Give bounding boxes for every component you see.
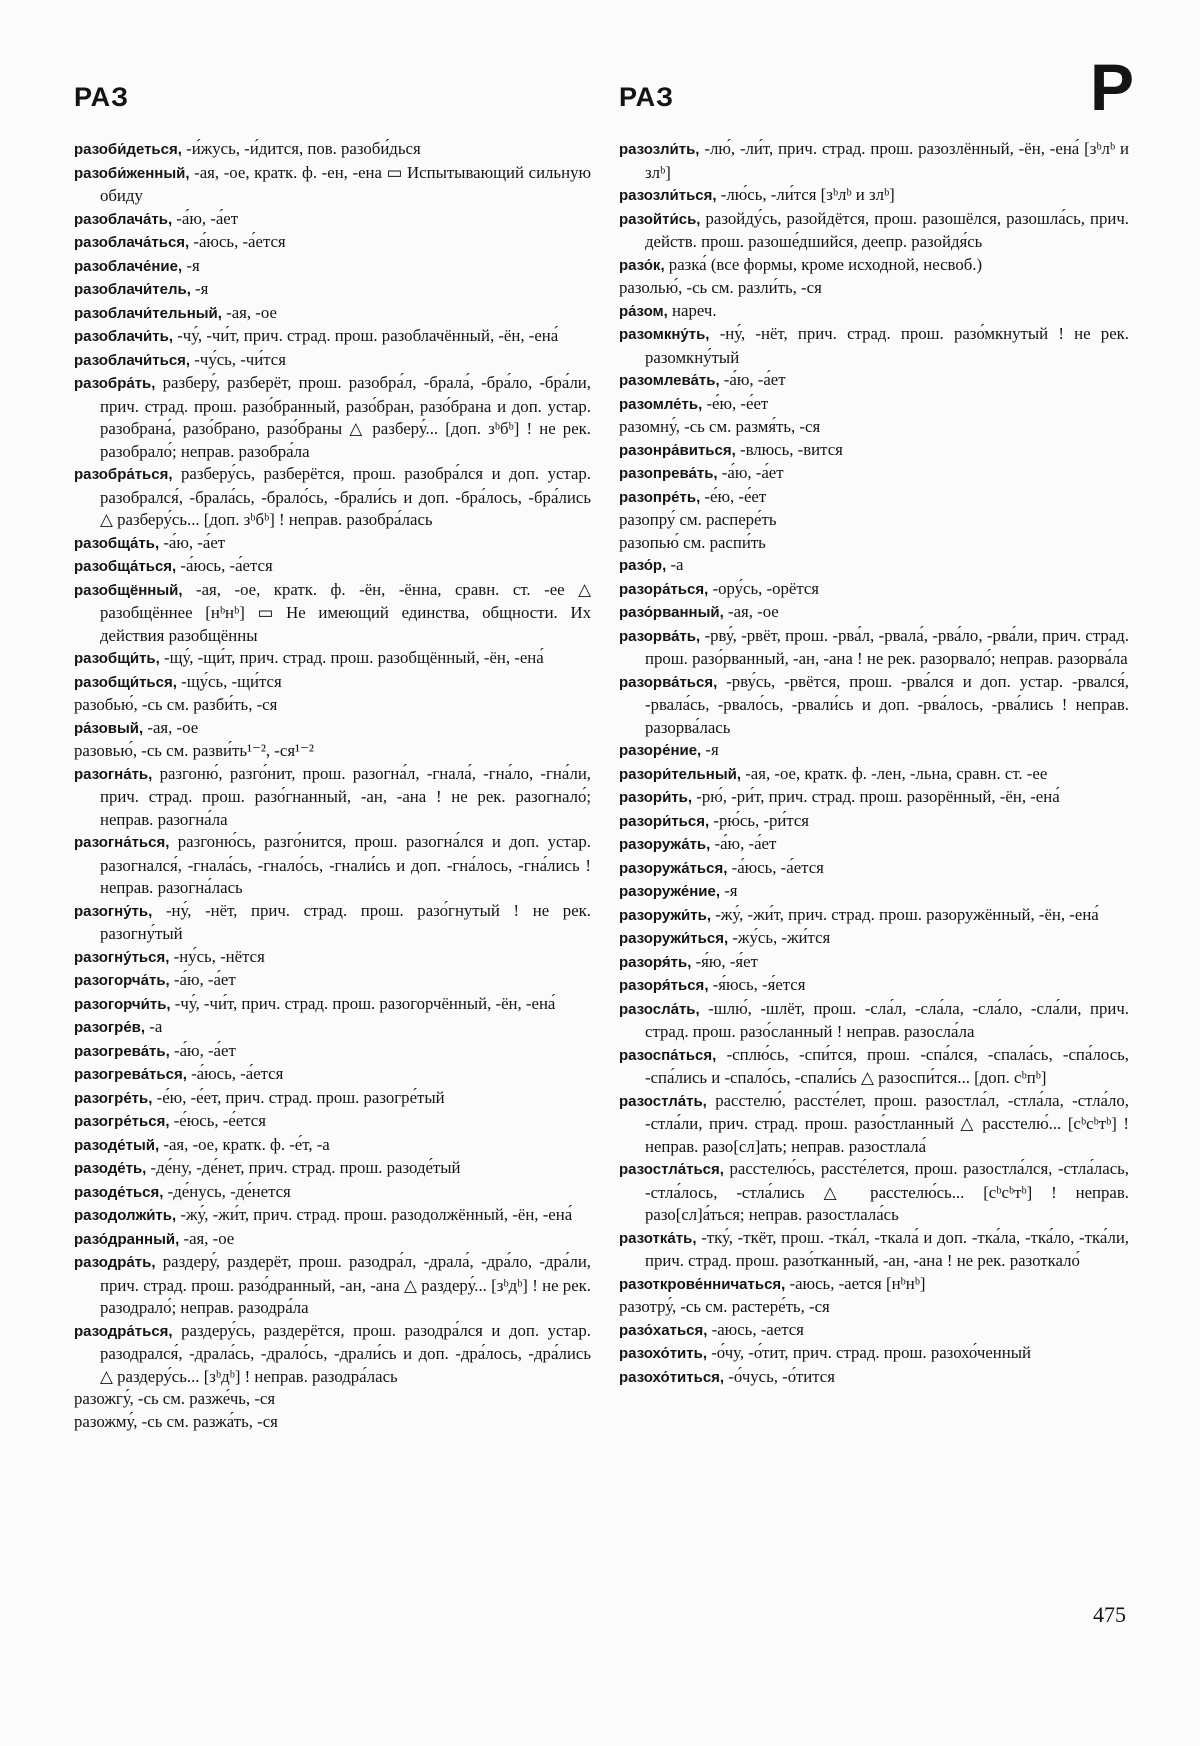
entry-headword: разогре́ть, <box>74 1089 153 1107</box>
dictionary-entry <box>74 1157 591 1181</box>
entry-headword: разогна́ться, <box>74 834 170 851</box>
entry-headword: разоре́ние, <box>619 742 702 759</box>
dictionary-entry <box>619 509 1129 532</box>
entry-body: -е́юсь, -е́ется <box>169 1111 266 1130</box>
dictionary-entry <box>74 1063 591 1087</box>
entry-headword: разоблачи́ть, <box>74 328 173 345</box>
entry-body: разойду́сь, разойдётся, прош. разошёлся, разошла́сь, прич. действ. прош. разоше́дшийся, деепр. разойдя́сь <box>645 208 1129 251</box>
entry-body: -сплю́сь, -спи́тся, прош. -спа́лся, -спала́сь, -спа́лось, -спа́лись и -спало́сь, -спали́сь △ разоспи́тся... [доп. сᵇпᵇ] <box>645 1044 1129 1087</box>
entry-body: разолью́, -сь см. разли́ть, -ся <box>619 278 822 297</box>
entry-headword: разостла́ться, <box>619 1161 724 1178</box>
entry-headword: разопре́ть, <box>619 488 701 506</box>
entry-body: -ая, -ое, кратк. ф. -ён, -ённа, сравн. ст. -ее △ разобщённее [нᵇнᵇ] ▭ Не имеющий единства, общности. Их действия разобщённы <box>100 579 591 645</box>
entry-headword: разогрева́ться, <box>74 1066 187 1083</box>
dictionary-entry <box>619 786 1129 810</box>
entry-body: -рю́, -ри́т, прич. страд. прош. разорённый, -ён, -ена́ <box>692 787 1060 806</box>
entry-body: раздеру́, раздерёт, прош. разодра́л, -драла́, -дра́ло, -дра́ли, прич. страд. прош. разо́дранный, -ан, -ана △ раздеру́... [зᵇдᵇ] ! не рек. разодрало́; неправ. разодра́ла <box>100 1252 591 1317</box>
entry-body: -а́ю, -а́ет <box>159 532 226 552</box>
entry-headword: разорва́ться, <box>619 673 718 691</box>
page-number: 475 <box>1093 1602 1126 1627</box>
dictionary-entry <box>619 1044 1129 1090</box>
entry-headword: разогорча́ть, <box>74 972 170 989</box>
dictionary-entry <box>74 255 591 279</box>
entry-body: расстелю́сь, рассте́лется, прош. разостла́лся, -стла́лась, -стла́лось, -стла́лись △ расстелю́сь... [сᵇсᵇтᵇ] ! неправ. разо[сл]а́ться; неправ. разостлала́сь <box>645 1159 1129 1224</box>
entry-body: нареч. <box>667 300 717 320</box>
entry-headword: разотка́ть, <box>619 1229 697 1247</box>
dictionary-entry <box>619 254 1129 278</box>
entry-body: -рю́сь, -ри́тся <box>709 810 810 830</box>
entry-headword: разогна́ть, <box>74 765 153 783</box>
dictionary-entry <box>619 554 1129 578</box>
entry-headword: разо́дранный, <box>74 1230 180 1248</box>
dictionary-entry <box>74 208 591 232</box>
entry-body: -я <box>182 255 200 275</box>
entry-body: -ая, -ое, кратк. ф. -е́т, -а <box>159 1134 330 1154</box>
dictionary-entry <box>619 927 1129 951</box>
entry-body: расстелю́, рассте́лет, прош. разостла́л, -стла́ла, -стла́ло, -стла́ли, прич. страд. прош. разо́стланный △ расстелю́... [сᵇсᵇтᵇ] ! неправ. разо[сл]ать; неправ. разостлала́ <box>645 1090 1129 1156</box>
dictionary-entry <box>619 1090 1129 1159</box>
entry-body: -рву́сь, -рвётся, прош. -рва́лся и доп. устар. -рвался́, -рвала́сь, -рвало́сь, -рвали́сь и доп. -рва́лось, -рва́лись ! неправ. разорва́лась <box>645 671 1129 737</box>
entry-headword: разоде́ть, <box>74 1160 147 1177</box>
dictionary-entry <box>619 998 1129 1044</box>
entry-body: разовью́, -сь см. разви́ть¹⁻², -ся¹⁻² <box>74 741 314 760</box>
entry-body: -лю́, -ли́т, прич. страд. прош. разозлённый, -ён, -ена́ [зᵇлᵇ и злᵇ] <box>645 139 1129 182</box>
entry-headword: разойти́сь, <box>619 210 701 228</box>
entry-headword: разоблаче́ние, <box>74 257 183 275</box>
entry-body: -я <box>720 881 738 900</box>
entry-headword: разори́ться, <box>619 812 710 830</box>
dictionary-entry <box>619 138 1129 184</box>
entry-body: -щу́, -щи́т, прич. страд. прош. разобщённый, -ён, -ена́ <box>159 648 544 667</box>
dictionary-entry <box>619 857 1129 881</box>
entry-body: разгоню́сь, разго́нится, прош. разогна́лся и доп. устар. разогнался́, -гнала́сь, -гнало́сь, -гнали́сь и доп. -гна́лось, -гна́лись ! неправ. разогна́лась <box>100 832 591 897</box>
dictionary-entry <box>74 1320 591 1389</box>
entry-body: -а́ю, -а́ет <box>710 834 777 853</box>
entry-headword: разобра́ться, <box>74 466 173 483</box>
right-column <box>619 138 1129 1389</box>
dictionary-entry <box>74 349 591 373</box>
dictionary-entry <box>74 463 591 532</box>
dictionary-entry <box>74 946 591 970</box>
entry-body: -ору́сь, -орётся <box>708 578 820 598</box>
entry-body: раздеру́сь, раздерётся, прош. разодра́лся и доп. устар. разодрался́, -драла́сь, -драло́сь, -драли́сь и доп. -дра́лось, -дра́лись △ раздеру́сь... [зᵇдᵇ] ! неправ. разодра́лась <box>100 1320 591 1386</box>
entry-headword: разогре́ться, <box>74 1113 170 1130</box>
running-head-left: РАЗ <box>74 82 130 112</box>
entry-body: разопру́ см. распере́ть <box>619 510 777 529</box>
entry-body: -чу́сь, -чи́тся <box>190 349 286 369</box>
entry-body: -я́юсь, -я́ется <box>708 975 806 994</box>
entry-body: -чу́, -чи́т, прич. страд. прош. разогорчённый, -ён, -ена́ <box>170 993 556 1013</box>
section-letter: Р <box>1090 50 1135 124</box>
entry-body: -а <box>145 1017 163 1036</box>
entry-body: -ну́сь, -нётся <box>169 946 265 966</box>
entry-headword: разо́к, <box>619 256 665 274</box>
dictionary-entry <box>619 393 1129 417</box>
entry-headword: разогре́в, <box>74 1019 146 1036</box>
entry-headword: ра́зовый, <box>74 719 144 737</box>
entry-headword: разонра́виться, <box>619 441 736 459</box>
dictionary-entry <box>74 1204 591 1228</box>
entry-headword: разоря́ть, <box>619 953 692 971</box>
dictionary-entry <box>619 1273 1129 1297</box>
entry-body: -о́чусь, -о́тится <box>724 1366 835 1386</box>
dictionary-entry <box>74 325 591 349</box>
entry-headword: разомле́ть, <box>619 395 703 413</box>
entry-headword: разоря́ться, <box>619 977 709 994</box>
entry-body: разберу́сь, разберётся, прош. разобра́лся и доп. устар. разобрался́, -брала́сь, -брало́сь, -брали́сь и доп. -бра́лось, -бра́лись △ разберу́сь... [доп. зᵇбᵇ] ! неправ. разобра́лась <box>100 464 591 529</box>
entry-headword: разоблачи́тельный, <box>74 304 222 322</box>
dictionary-entry <box>619 1319 1129 1343</box>
dictionary-entry <box>74 831 591 900</box>
entry-body: -жу́, -жи́т, прич. страд. прош. разодолжённый, -ён, -ена́ <box>176 1205 573 1224</box>
entry-body: -а́ю, -а́ет <box>169 970 236 989</box>
entry-headword: разо́рванный, <box>619 604 724 621</box>
dictionary-entry <box>74 1040 591 1064</box>
entry-body: -влюсь, -вится <box>735 439 843 459</box>
dictionary-entry <box>619 1342 1129 1366</box>
entry-headword: разохо́тить, <box>619 1345 707 1362</box>
dictionary-entry <box>619 951 1129 975</box>
dictionary-entry <box>619 880 1129 904</box>
entry-headword: разодра́ть, <box>74 1254 156 1271</box>
dictionary-entry <box>74 372 591 463</box>
entry-headword: разоблача́ть, <box>74 210 173 228</box>
entry-body: -а́ю, -а́ет <box>717 463 784 482</box>
dictionary-entry <box>74 694 591 717</box>
entry-body: -а́юсь, -а́ется <box>186 1064 284 1083</box>
entry-body: -е́ю, -е́ет <box>702 393 769 413</box>
dictionary-entry <box>74 532 591 556</box>
entry-headword: разоружа́ться, <box>619 859 728 877</box>
dictionary-entry <box>619 763 1129 787</box>
entry-body: -ая, -ое, кратк. ф. -ен, -ена ▭ Испытывающий сильную обиду <box>100 162 591 205</box>
dictionary-entry <box>74 1181 591 1205</box>
dictionary-entry <box>74 900 591 946</box>
dictionary-entry <box>619 671 1129 740</box>
dictionary-entry <box>74 993 591 1017</box>
dictionary-entry <box>619 601 1129 625</box>
entry-body: -щу́сь, -щи́тся <box>176 671 282 691</box>
entry-headword: разостла́ть, <box>619 1092 707 1110</box>
entry-body: -е́ю, -е́ет <box>700 486 767 506</box>
entry-body: -а́юсь, -а́ется <box>176 556 273 575</box>
entry-headword: разодра́ться, <box>74 1322 173 1340</box>
entry-headword: разобщи́ть, <box>74 650 160 667</box>
entry-body: -ая, -ое <box>179 1228 235 1248</box>
entry-body: -де́нусь, -де́нется <box>163 1181 291 1201</box>
entry-headword: разоруже́ние, <box>619 883 720 900</box>
entry-body: -тку́, -ткёт, прош. -тка́л, -ткала́ и доп. -тка́ла, -тка́ло, -тка́ли, прич. страд. прош. разо́тканный, -ан, -ана ! не рек. разоткало́ <box>645 1227 1129 1270</box>
entry-body: -шлю́, -шлёт, прош. -сла́л, -сла́ла, -сла́ло, -сла́ли, прич. страд. прош. разо́сланный ! неправ. разосла́ла <box>645 998 1129 1041</box>
entry-headword: разодолжи́ть, <box>74 1207 177 1224</box>
entry-headword: разоби́деться, <box>74 141 182 158</box>
entry-body: -жу́сь, -жи́тся <box>728 928 831 947</box>
entry-headword: разобща́ть, <box>74 534 160 552</box>
entry-body: -а́ю, -а́ет <box>169 1040 236 1060</box>
entry-body: разгоню́, разго́нит, прош. разогна́л, -гнала́, -гна́ло, -гна́ли, прич. страд. прош. разо́гнанный, -ан, -ана ! не рек. разогнало́; неправ. разогна́ла <box>100 763 591 829</box>
entry-headword: разопрева́ть, <box>619 465 718 482</box>
entry-headword: разоблача́ться, <box>74 234 190 251</box>
entry-headword: разосла́ть, <box>619 1000 700 1018</box>
entry-body: -а́ю, -а́ет <box>719 370 786 389</box>
dictionary-entry <box>619 578 1129 602</box>
entry-headword: разоружи́ться, <box>619 930 729 947</box>
dictionary-entry <box>619 974 1129 998</box>
dictionary-entry <box>74 1411 591 1434</box>
entry-body: -ая, -ое <box>221 302 277 322</box>
dictionary-entry <box>619 462 1129 486</box>
entry-headword: разобщённый, <box>74 581 183 599</box>
entry-body: разожгу́, -сь см. разже́чь, -ся <box>74 1389 276 1408</box>
dictionary-entry <box>619 439 1129 463</box>
dictionary-entry <box>619 1158 1129 1227</box>
entry-body: -и́жусь, -и́дится, пов. разоби́дься <box>181 139 421 158</box>
entry-body: -ая, -ое <box>723 602 779 621</box>
dictionary-entry <box>74 138 591 162</box>
entry-body: -чу́, -чи́т, прич. страд. прош. разоблачённый, -ён, -ена́ <box>173 326 559 345</box>
entry-body: -рву́, -рвёт, прош. -рва́л, -рвала́, -рва́ло, -рва́ли, прич. страд. прош. разо́рванный, -ан, -ана ! не рек. разорвало́; неправ. разорва́ла <box>645 625 1129 668</box>
entry-headword: разобщи́ться, <box>74 673 177 691</box>
entry-headword: разохо́титься, <box>619 1368 725 1386</box>
dictionary-entry <box>74 1110 591 1134</box>
dictionary-entry <box>619 532 1129 555</box>
dictionary-entry <box>74 162 591 208</box>
entry-headword: разозли́ть, <box>619 141 700 158</box>
entry-body: -а́юсь, -а́ется <box>727 857 824 877</box>
entry-body: разомну́, -сь см. размя́ть, -ся <box>619 417 821 436</box>
running-head-right: РАЗ <box>619 82 675 112</box>
entry-headword: разори́тельный, <box>619 765 742 783</box>
dictionary-entry <box>619 486 1129 510</box>
entry-headword: разогну́ться, <box>74 948 170 966</box>
entry-headword: разогорчи́ть, <box>74 995 171 1013</box>
entry-headword: разоспа́ться, <box>619 1046 717 1064</box>
dictionary-entry <box>619 739 1129 763</box>
entry-body: -я́ю, -я́ет <box>691 951 758 971</box>
entry-body: -ну́, -нёт, прич. страд. прош. разо́гнутый ! не рек. разогну́тый <box>100 900 591 943</box>
entry-headword: разомлева́ть, <box>619 372 720 389</box>
entry-headword: разорва́ть, <box>619 627 701 645</box>
entry-headword: разо́хаться, <box>619 1321 708 1339</box>
entry-body: -лю́сь, -ли́тся [зᵇлᵇ и злᵇ] <box>716 185 895 204</box>
dictionary-entry <box>619 1227 1129 1273</box>
dictionary-entry <box>619 184 1129 208</box>
entry-headword: разора́ться, <box>619 580 709 598</box>
entry-body: -е́ю, -е́ет, прич. страд. прош. разогре́тый <box>152 1087 445 1107</box>
dictionary-entry <box>74 763 591 832</box>
entry-headword: разобра́ть, <box>74 375 156 392</box>
entry-body: разотру́, -сь см. растере́ть, -ся <box>619 1297 830 1316</box>
entry-body: разберу́, разберёт, прош. разобра́л, -брала́, -бра́ло, -бра́ли, прич. страд. прош. разо́бранный, разо́бран, разо́брана и доп. устар. разобрана́, разо́брано, разо́браны △ разберу́... [доп. зᵇбᵇ] ! не рек. разобрало́; неправ. разобра́ла <box>100 373 591 461</box>
entry-headword: разоткрове́нничаться, <box>619 1275 786 1293</box>
entry-headword: разозли́ться, <box>619 187 717 204</box>
entry-body: -о́чу, -о́тит, прич. страд. прош. разохо́ченный <box>707 1343 1031 1362</box>
entry-headword: разоблачи́тель, <box>74 281 191 298</box>
dictionary-entry <box>74 1228 591 1252</box>
dictionary-entry <box>74 717 591 741</box>
dictionary-entry <box>74 740 591 763</box>
dictionary-entry <box>74 1388 591 1411</box>
entry-body: -я <box>701 740 719 759</box>
entry-headword: разогну́ть, <box>74 902 153 920</box>
dictionary-entry <box>619 625 1129 671</box>
entry-body: -аюсь, -ается <box>707 1319 804 1339</box>
dictionary-entry <box>619 369 1129 393</box>
entry-body: разопью́ см. распи́ть <box>619 532 766 552</box>
entry-headword: разомкну́ть, <box>619 326 710 343</box>
dictionary-entry <box>74 969 591 993</box>
dictionary-entry <box>74 302 591 326</box>
left-column <box>74 138 591 1433</box>
entry-body: -я <box>190 279 209 298</box>
entry-headword: разобща́ться, <box>74 558 177 575</box>
entry-headword: разоблачи́ться, <box>74 351 191 369</box>
entry-body: -а́ю, -а́ет <box>172 208 239 228</box>
entry-body: -а <box>666 555 684 574</box>
entry-headword: разоде́тый, <box>74 1136 160 1154</box>
dictionary-entry <box>619 833 1129 857</box>
dictionary-entry <box>74 1251 591 1320</box>
dictionary-entry <box>619 1366 1129 1390</box>
entry-headword: разоружи́ть, <box>619 906 712 924</box>
entry-headword: разо́р, <box>619 557 667 574</box>
entry-body: разобью́, -сь см. разби́ть, -ся <box>74 695 278 714</box>
entry-body: разожму́, -сь см. разжа́ть, -ся <box>74 1411 278 1431</box>
dictionary-entry <box>619 904 1129 928</box>
dictionary-entry <box>619 300 1129 324</box>
dictionary-entry <box>74 278 591 302</box>
entry-headword: разоде́ться, <box>74 1183 164 1201</box>
dictionary-entry <box>619 323 1129 369</box>
dictionary-entry <box>619 1296 1129 1319</box>
dictionary-entry <box>619 208 1129 254</box>
entry-body: -ая, -ое <box>143 717 199 737</box>
dictionary-entry <box>74 1016 591 1040</box>
dictionary-entry <box>74 579 591 648</box>
entry-body: -аюсь, -ается [нᵇнᵇ] <box>785 1273 926 1293</box>
dictionary-entry <box>619 416 1129 439</box>
entry-headword: разоби́женный, <box>74 164 190 182</box>
entry-headword: разоружа́ть, <box>619 836 711 853</box>
dictionary-entry <box>74 555 591 579</box>
entry-body: -жу́, -жи́т, прич. страд. прош. разоружённый, -ён, -ена́ <box>711 904 1099 924</box>
entry-headword: разори́ть, <box>619 789 693 806</box>
entry-body: -ая, -ое, кратк. ф. -лен, -льна, сравн. ст. -ее <box>741 763 1048 783</box>
dictionary-entry <box>619 810 1129 834</box>
dictionary-entry <box>74 647 591 671</box>
entry-body: -де́ну, -де́нет, прич. страд. прош. разоде́тый <box>146 1158 461 1177</box>
entry-body: -ну́, -нёт, прич. страд. прош. разо́мкнутый ! не рек. разомкну́тый <box>645 324 1129 367</box>
entry-body: разка́ (все формы, кроме исходной, несвоб.) <box>664 254 983 274</box>
dictionary-entry <box>74 671 591 695</box>
entry-body: -а́юсь, -а́ется <box>189 232 286 251</box>
dictionary-entry <box>74 1087 591 1111</box>
entry-headword: разогрева́ть, <box>74 1042 170 1060</box>
entry-headword: ра́зом, <box>619 302 668 320</box>
dictionary-entry <box>619 277 1129 300</box>
dictionary-entry <box>74 1134 591 1158</box>
dictionary-entry <box>74 231 591 255</box>
